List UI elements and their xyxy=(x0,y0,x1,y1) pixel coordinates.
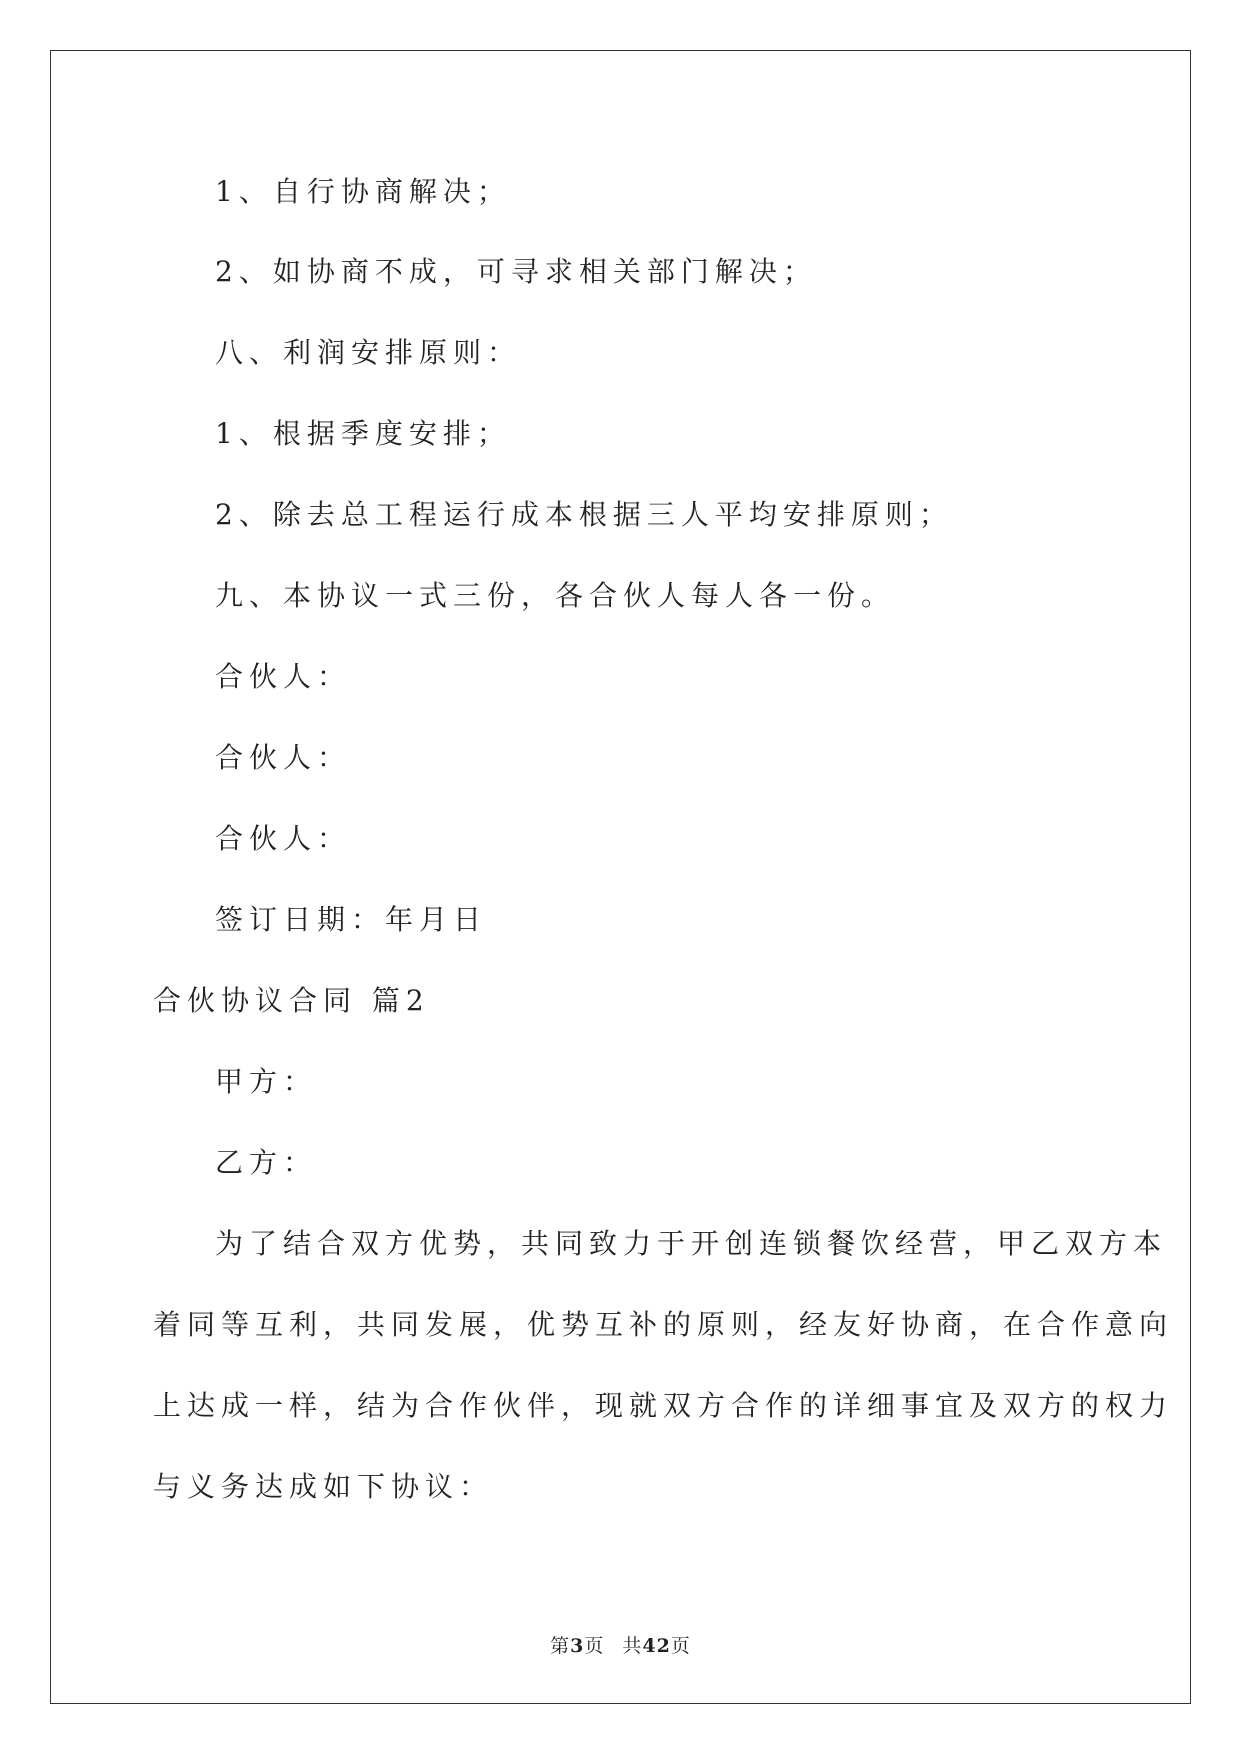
paragraph-line: 上达成一样，结为合作伙伴，现就双方合作的详细事宜及双方的权力 xyxy=(153,1389,1174,1422)
total-prefix: 共 xyxy=(622,1635,643,1657)
page-prefix: 第 xyxy=(550,1635,571,1657)
total-unit: 页 xyxy=(670,1635,691,1657)
text-line: 1、根据季度安排； xyxy=(215,417,511,450)
date-line: 签订日期：年月日 xyxy=(215,903,488,936)
page-unit: 页 xyxy=(584,1635,605,1657)
signature-line: 合伙人： xyxy=(215,660,352,693)
text-line: 2、如协商不成，可寻求相关部门解决； xyxy=(215,255,817,288)
paragraph-line: 与义务达成如下协议： xyxy=(153,1470,494,1503)
total-pages: 42 xyxy=(642,1635,671,1657)
section-heading: 九、本协议一式三份，各合伙人每人各一份。 xyxy=(215,579,896,612)
text-line: 2、除去总工程运行成本根据三人平均安排原则； xyxy=(215,498,953,531)
section-heading: 八、利润安排原则： xyxy=(215,336,522,369)
page-footer xyxy=(0,1634,1241,1658)
page-number: 3 xyxy=(570,1635,585,1657)
signature-line: 合伙人： xyxy=(215,741,352,774)
party-a-line: 甲方： xyxy=(215,1065,318,1098)
party-b-line: 乙方： xyxy=(215,1146,318,1179)
signature-line: 合伙人： xyxy=(215,822,352,855)
text-line: 1、自行协商解决； xyxy=(215,175,511,208)
page-frame xyxy=(50,50,1191,1704)
paragraph-line: 着同等互利，共同发展，优势互补的原则，经友好协商，在合作意向 xyxy=(153,1308,1174,1341)
paragraph-line: 为了结合双方优势，共同致力于开创连锁餐饮经营，甲乙双方本 xyxy=(215,1227,1168,1260)
document-title: 合伙协议合同 篇2 xyxy=(153,984,430,1017)
